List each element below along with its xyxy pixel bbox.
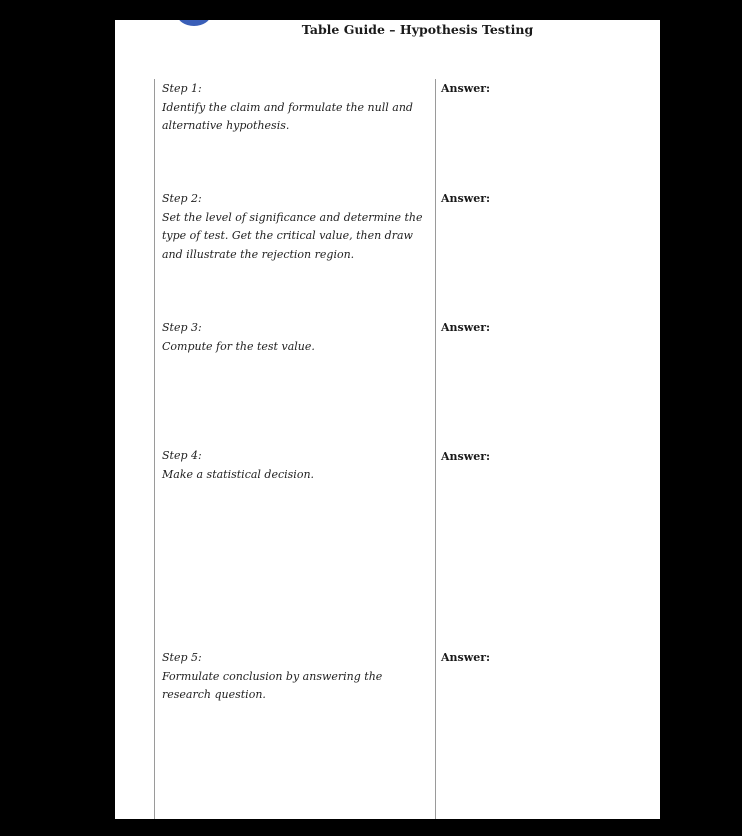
step-2-cell (162, 190, 430, 264)
table-column-divider (435, 79, 436, 819)
step-3-cell (162, 319, 430, 356)
step-4-answer-label: Answer: (441, 450, 491, 463)
step-heading: Step 2: (162, 192, 202, 205)
step-5-answer-label: Answer: (441, 651, 491, 664)
step-3-answer-label: Answer: (441, 321, 491, 334)
step-heading: Step 3: (162, 321, 202, 334)
step-5-cell (162, 649, 430, 705)
step-heading: Step 1: (162, 82, 202, 95)
step-2-answer-label: Answer: (441, 192, 491, 205)
table-left-border (154, 79, 155, 819)
step-description: Identify the claim and formulate the null and alternative hypothesis. (162, 100, 413, 132)
step-description: Formulate conclusion by answering the research question. (162, 669, 383, 701)
step-4-cell (162, 447, 430, 484)
step-description: Compute for the test value. (162, 339, 315, 353)
step-heading: Step 5: (162, 651, 202, 664)
step-heading: Step 4: (162, 449, 202, 462)
document-page (115, 20, 660, 819)
page-title: Table Guide – Hypothesis Testing (301, 22, 534, 37)
step-description: Make a statistical decision. (162, 467, 315, 481)
step-description: Set the level of significance and determine the type of test. Get the critical value, then draw and illustrate the rejection region. (162, 210, 423, 261)
step-1-cell (162, 80, 430, 136)
step-1-answer-label: Answer: (441, 82, 491, 95)
